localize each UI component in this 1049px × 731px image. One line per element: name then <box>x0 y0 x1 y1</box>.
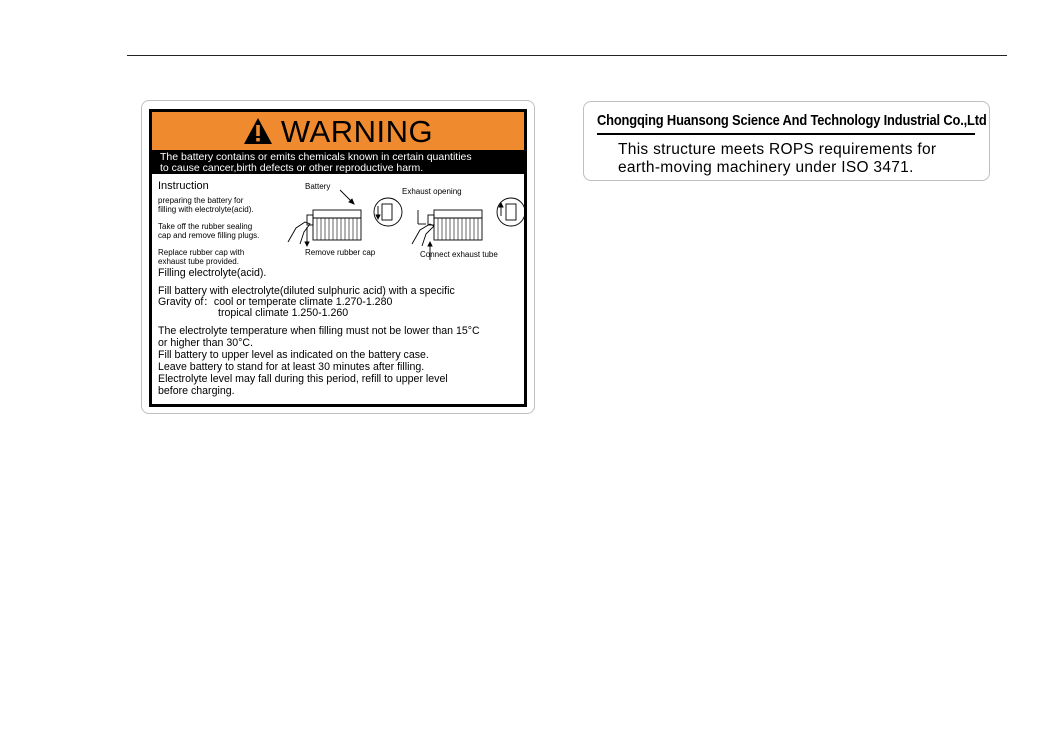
note-line: or higher than 30°C. <box>158 337 253 349</box>
step-line: exhaust tube provided. <box>158 257 239 266</box>
warning-hazard-statement <box>152 150 524 174</box>
instruction-title: Instruction <box>158 180 209 192</box>
rops-statement <box>618 141 936 177</box>
top-rule <box>127 55 1007 56</box>
diagram-label-remove-rubber-cap: Remove rubber cap <box>305 248 376 257</box>
warning-title: WARNING <box>280 113 434 149</box>
note-line: Leave battery to stand for at least 30 minutes after filling. <box>158 361 425 373</box>
warning-label-card <box>141 100 535 414</box>
fill-line: Gravity of：cool or temperate climate 1.270-1.280 <box>158 296 393 308</box>
step-line: filling with electrolyte(acid). <box>158 205 254 214</box>
note-line: before charging. <box>158 385 235 397</box>
note-line: Fill battery to upper level as indicated on the battery case. <box>158 349 429 361</box>
company-name: Chongqing Huansong Science And Technology Industrial Co.,Ltd <box>597 112 987 129</box>
diagram-label-exhaust-opening: Exhaust opening <box>402 187 462 196</box>
warning-label <box>149 109 527 407</box>
step-line: cap and remove filling plugs. <box>158 231 260 240</box>
fill-line: Fill battery with electrolyte(diluted sulphuric acid) with a specific <box>158 285 455 297</box>
diagram-label-connect-exhaust-tube: Connect exhaust tube <box>420 250 498 259</box>
note-line: The electrolyte temperature when filling must not be lower than 15°C <box>158 325 480 337</box>
rops-line: This structure meets ROPS requirements for <box>618 141 937 158</box>
filling-title: Filling electrolyte(acid). <box>158 267 267 279</box>
fill-line: tropical climate 1.250-1.260 <box>218 307 349 319</box>
diagram-label-battery: Battery <box>305 182 331 191</box>
step-line: Replace rubber cap with <box>158 248 245 257</box>
hazard-line: The battery contains or emits chemicals known in certain quantities <box>160 151 472 163</box>
rops-line: earth-moving machinery under ISO 3471. <box>618 159 914 176</box>
note-line: Electrolyte level may fall during this period, refill to upper level <box>158 373 448 385</box>
step-text <box>158 248 244 266</box>
electrolyte-notes <box>158 325 480 397</box>
warning-triangle-icon <box>243 117 273 145</box>
company-underline <box>597 133 975 135</box>
step-line: preparing the battery for <box>158 196 244 205</box>
battery-illustration-left <box>288 190 402 246</box>
step-text <box>158 222 259 240</box>
warning-header <box>152 112 524 150</box>
hazard-line: to cause cancer,birth defects or other reproductive harm. <box>160 162 424 174</box>
rops-label-card <box>583 101 990 181</box>
fill-instructions <box>158 286 455 319</box>
step-line: Take off the rubber sealing <box>158 222 253 231</box>
step-text <box>158 196 254 214</box>
